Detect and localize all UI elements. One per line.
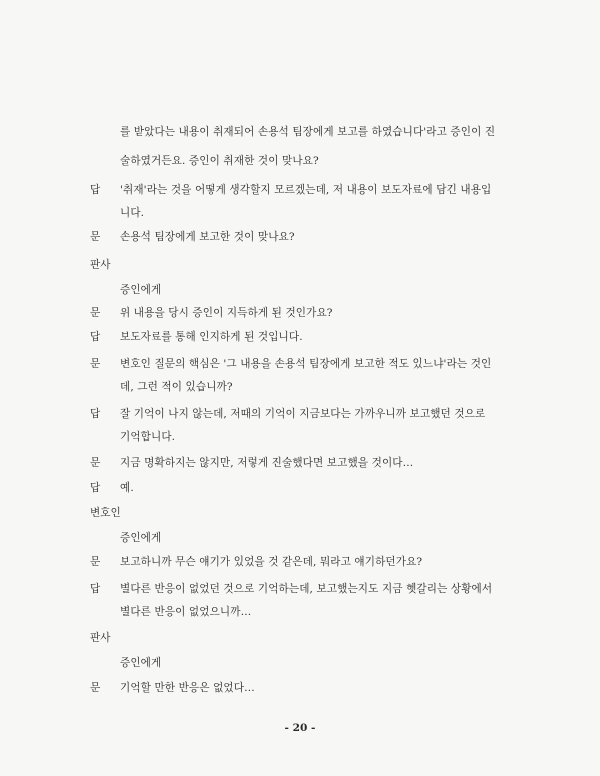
witness-directed-label: 증인에게 — [120, 284, 162, 296]
body-line-2: 술하였거든요. 증인이 취재한 것이 맞나요? — [120, 155, 319, 167]
body-line-8: 변호인 질문의 핵심은 '그 내용을 손용석 팀장에게 보고한 적도 있느냐'라는 것인 — [120, 358, 492, 370]
body-line-4: 니다. — [120, 207, 145, 219]
body-line-11: 기억합니다. — [120, 431, 176, 443]
body-line-7: 보도자료를 통해 인지하게 된 것입니다. — [120, 331, 303, 343]
body-line-6: 위 내용을 당시 증인이 지득하게 된 것인가요? — [120, 307, 333, 319]
answer-mark: 답 — [90, 583, 101, 595]
section-speaker-judge: 판사 — [90, 632, 111, 644]
body-line-5: 손용석 팀장에게 보고한 것이 맞나요? — [120, 231, 295, 243]
answer-mark: 답 — [90, 184, 101, 196]
question-mark: 문 — [90, 231, 101, 243]
body-line-9: 데, 그런 적이 있습니까? — [120, 381, 233, 393]
body-line-1: 를 받았다는 내용이 취재되어 손용석 팀장에게 보고를 하였습니다'라고 증인이 진 — [120, 126, 496, 138]
body-line-17: 기억할 만한 반응은 없었다… — [120, 682, 255, 694]
body-line-3: '취재'라는 것을 어떻게 생각할지 모르겠는데, 저 내용이 보도자료에 담긴 내용입 — [120, 184, 492, 196]
body-line-16: 별다른 반응이 없었으니까… — [120, 606, 252, 618]
question-mark: 문 — [90, 358, 101, 370]
answer-mark: 답 — [90, 331, 101, 343]
question-mark: 문 — [90, 682, 101, 694]
section-speaker-judge: 판사 — [90, 259, 111, 271]
question-mark: 문 — [90, 556, 101, 568]
page-number: - 20 - — [284, 722, 316, 734]
witness-directed-label: 증인에게 — [120, 532, 162, 544]
question-mark: 문 — [90, 307, 101, 319]
body-line-15: 별다른 반응이 없었던 것으로 기억하는데, 보고했는지도 지금 헷갈리는 상황에서 — [120, 583, 493, 595]
question-mark: 문 — [90, 457, 101, 469]
section-speaker-lawyer: 변호인 — [90, 507, 121, 519]
body-line-10: 잘 기억이 나지 않는데, 저때의 기억이 지금보다는 가까우니까 보고했던 것으로 — [120, 408, 486, 420]
body-line-13: 예. — [120, 482, 134, 494]
witness-directed-label: 증인에게 — [120, 657, 162, 669]
answer-mark: 답 — [90, 482, 101, 494]
answer-mark: 답 — [90, 408, 101, 420]
body-line-14: 보고하니까 무슨 얘기가 있었을 것 같은데, 뭐라고 얘기하던가요? — [120, 556, 423, 568]
body-line-12: 지금 명확하지는 않지만, 저렇게 진술했다면 보고했을 것이다… — [120, 457, 414, 469]
